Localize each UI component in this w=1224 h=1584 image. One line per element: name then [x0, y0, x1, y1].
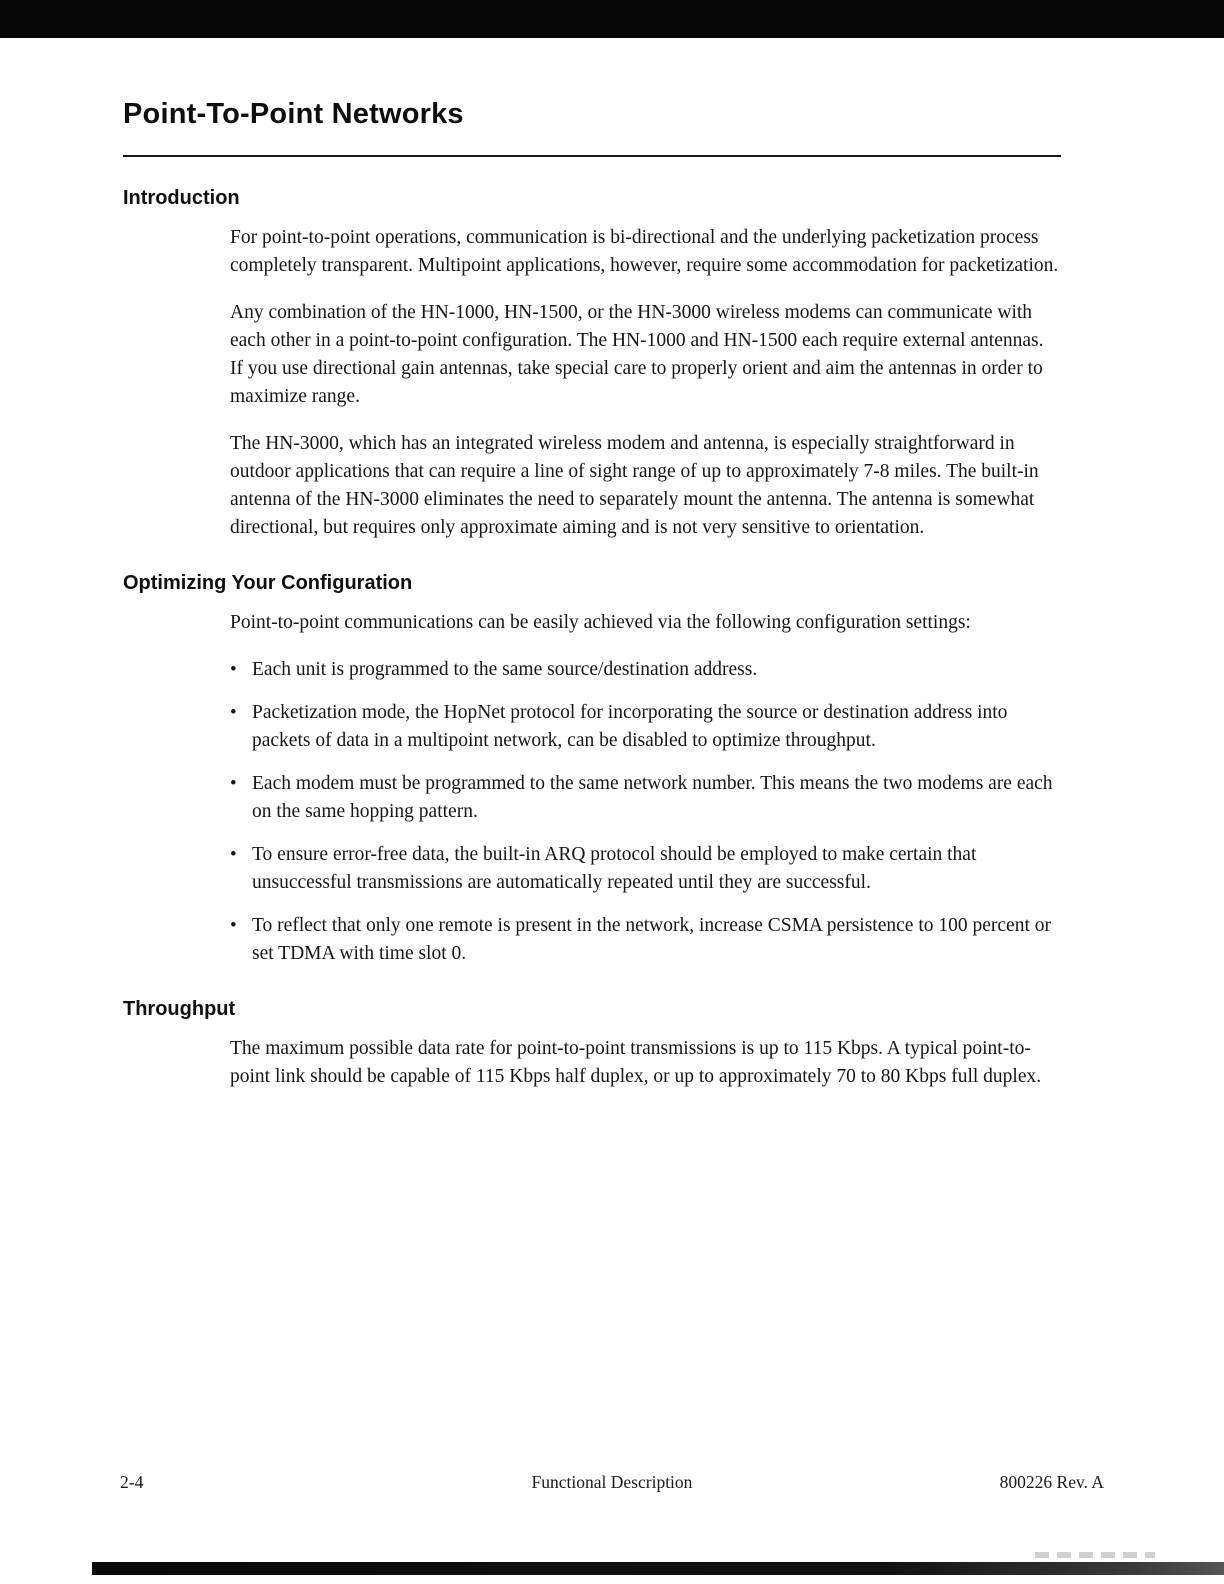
optimizing-configuration-body: [123, 609, 1061, 968]
page-title: Point-To-Point Networks: [123, 98, 464, 130]
list-item: [230, 912, 1061, 968]
footer-center-text: Functional Description: [531, 1472, 693, 1492]
section-heading-throughput: Throughput: [123, 998, 236, 1020]
bullet-icon: •: [230, 844, 237, 865]
footer-document-revision: 800226 Rev. A: [999, 1472, 1104, 1492]
scan-artifact-bottom-bar: [92, 1562, 1224, 1575]
list-item: [230, 770, 1061, 826]
configuration-bullet-list: [230, 656, 1061, 968]
list-item: [230, 841, 1061, 897]
list-item-text: To reflect that only one remote is present in the network, increase CSMA persistence to 100 percent or set TDMA with time slot 0.: [252, 915, 1051, 964]
introduction-body: [123, 224, 1061, 542]
paragraph: Any combination of the HN-1000, HN-1500, or the HN-3000 wireless modems can communicate with each other in a point-to-point configuration. The HN-1000 and HN-1500 each require external antennas. If you use directional gain antennas, take special care to properly orient and aim the antennas in order to maximize range.: [230, 302, 1044, 407]
list-item: [230, 656, 1061, 684]
throughput-body: [123, 1035, 1061, 1091]
footer-page-number: 2-4: [120, 1472, 144, 1492]
bullet-icon: •: [230, 773, 237, 794]
bullet-icon: •: [230, 915, 237, 936]
paragraph: The HN-3000, which has an integrated wireless modem and antenna, is especially straightforward in outdoor applications that can require a line of sight range of up to approximately 7-8 miles. The built-in antenna of the HN-3000 eliminates the need to separately mount the antenna. The antenna is somewhat directional, but requires only approximate aiming and is not very sensitive to orientation.: [230, 433, 1039, 538]
list-item: [230, 699, 1061, 755]
bullet-icon: •: [230, 702, 237, 723]
paragraph: The maximum possible data rate for point-to-point transmissions is up to 115 Kbps. A typical point-to-point link should be capable of 115 Kbps half duplex, or up to approximately 70 to 80 Kbps full duplex.: [230, 1038, 1042, 1087]
document-page: [0, 38, 1224, 1110]
list-item-text: To ensure error-free data, the built-in ARQ protocol should be employed to make certain that unsuccessful transmissions are automatically repeated until they are successful.: [252, 844, 977, 893]
scan-artifact-top-bar: [0, 0, 1224, 38]
paragraph: For point-to-point operations, communication is bi-directional and the underlying packetization process completely transparent. Multipoint applications, however, require some accommodation for packetization.: [230, 227, 1059, 276]
list-item-text: Each modem must be programmed to the same network number. This means the two modems are each on the same hopping pattern.: [252, 773, 1053, 822]
scan-artifact-smudge: [1035, 1552, 1155, 1558]
title-divider: [123, 155, 1061, 157]
section-heading-optimizing-configuration: Optimizing Your Configuration: [123, 572, 413, 594]
list-item-text: Packetization mode, the HopNet protocol for incorporating the source or destination address into packets of data in a multipoint network, can be disabled to optimize throughput.: [252, 702, 1008, 751]
bullet-icon: •: [230, 659, 237, 680]
list-item-text: Each unit is programmed to the same source/destination address.: [252, 659, 758, 680]
section-heading-introduction: Introduction: [123, 187, 240, 209]
paragraph: Point-to-point communications can be easily achieved via the following configuration settings:: [230, 612, 971, 633]
